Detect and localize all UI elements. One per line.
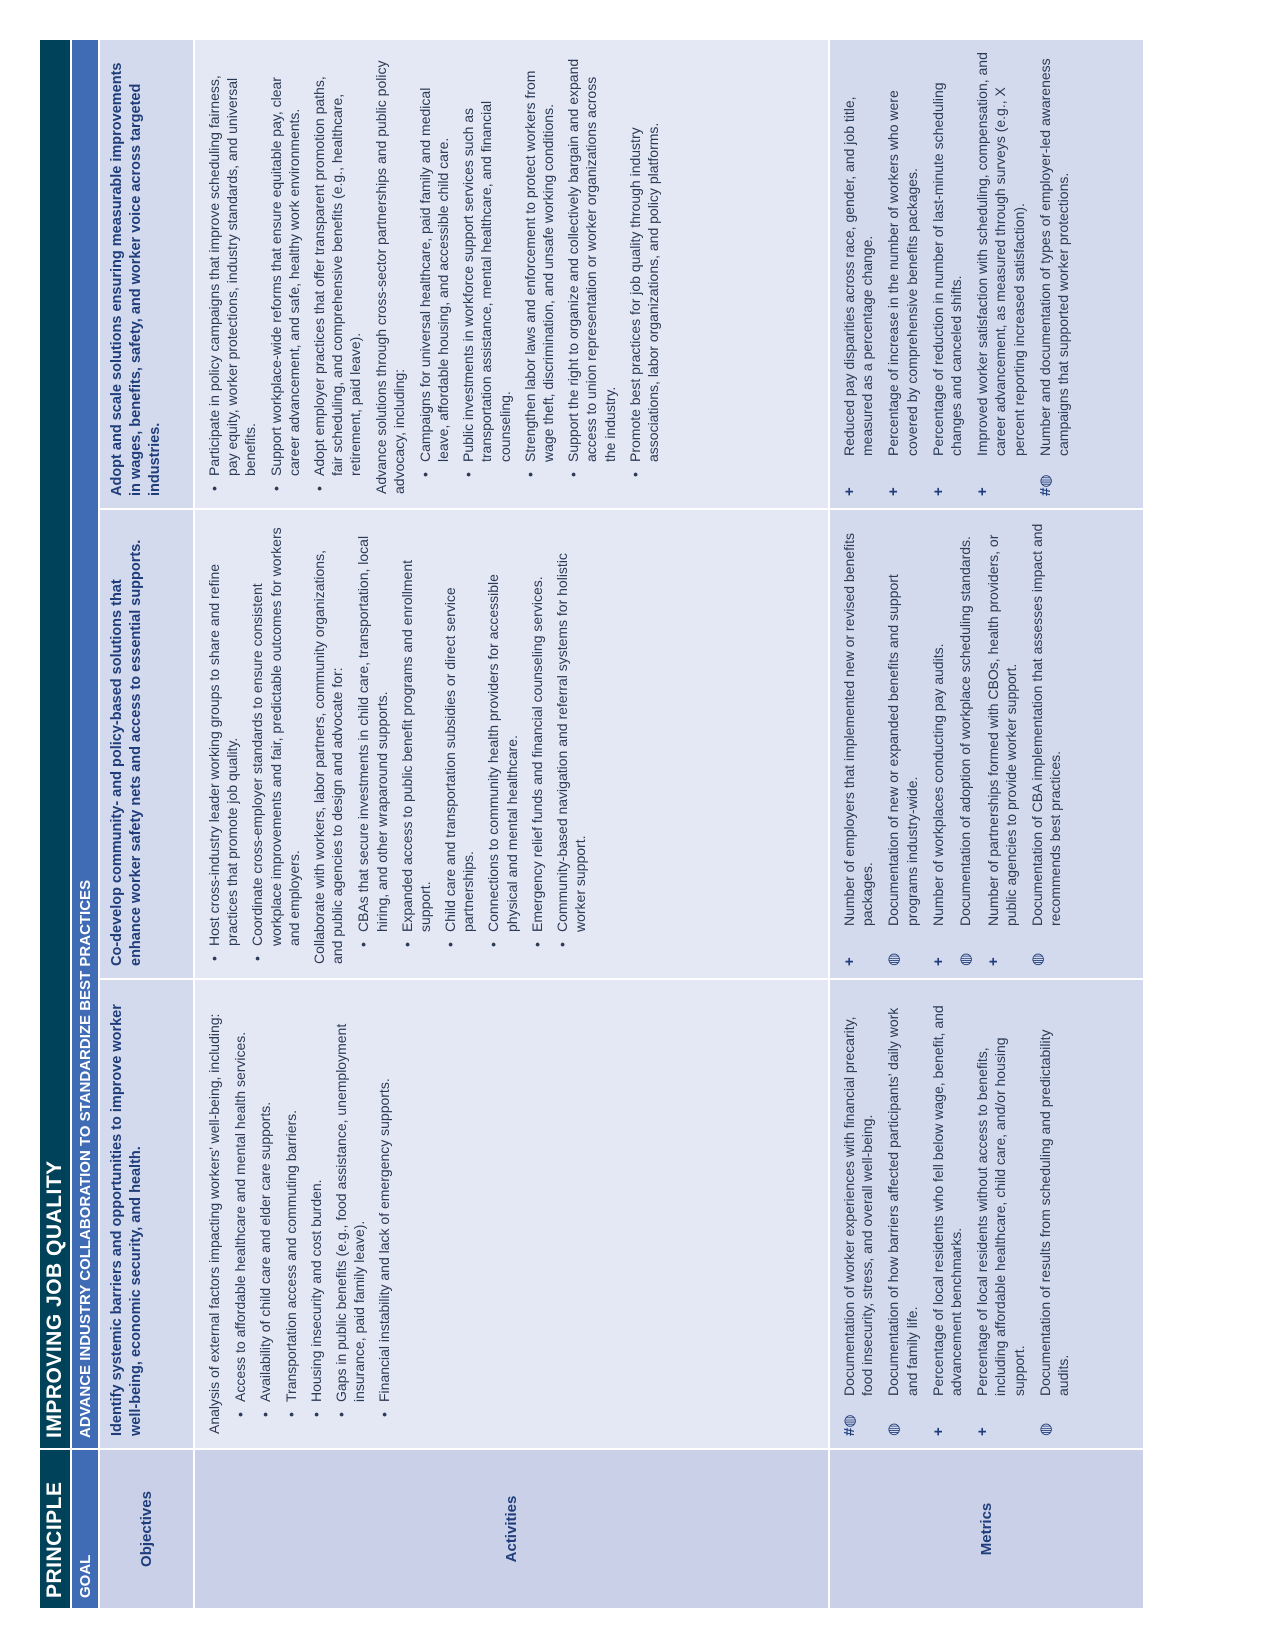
list-item: • Campaigns for universal healthcare, paid family and medical leave, affordable housing, and accessible child care. <box>416 54 452 480</box>
metrics-cell <box>829 509 1144 979</box>
metrics-list <box>840 992 1072 1436</box>
activities-label: Activities <box>194 1449 829 1609</box>
list-item: • CBAs that secure investments in child care, transportation, local hiring, and other wraparound supports. <box>354 524 390 950</box>
activities-cell <box>194 979 829 1449</box>
metric-text: Documentation of CBA implementation that assesses impact and recommends best practices. <box>1029 523 1064 926</box>
metric-item <box>984 522 1020 966</box>
list-item: • Strengthen labor laws and enforcement to protect workers from wage theft, discrimination, and unsafe working conditions. <box>521 54 557 480</box>
objective-text: Adopt and scale solutions ensuring measurable improvements in wages, benefits, safety, and worker voice across targeted industries. <box>109 62 163 496</box>
objective-text: Identify systemic barriers and opportunities to improve worker well-being, economic security, and health. <box>109 1004 144 1436</box>
metric-item <box>1028 522 1064 966</box>
objective-cell <box>99 39 194 509</box>
metric-item <box>1036 52 1072 496</box>
metric-marker-icon: + <box>929 957 947 966</box>
metric-item <box>929 992 965 1436</box>
metric-marker-icon: ◍ <box>957 952 975 966</box>
logic-model-table <box>38 38 1145 1610</box>
metric-item <box>956 522 976 966</box>
list-item: • Public investments in workforce support services such as transportation assistance, mental healthcare, and financial counseling. <box>459 54 514 480</box>
metric-item <box>973 992 1028 1436</box>
objective-text: Co-develop community- and policy-based solutions that enhance worker safety nets and access to essential supports. <box>109 539 144 966</box>
list-item: • Access to affordable healthcare and mental health services. <box>231 994 249 1420</box>
activities-cell <box>194 39 829 509</box>
list-item: • Housing insecurity and cost burden. <box>307 994 325 1420</box>
activities-list <box>205 54 365 494</box>
metric-text: Number of employers that implemented new or revised benefits packages. <box>841 533 876 926</box>
metrics-list <box>840 522 1065 966</box>
list-item: • Transportation access and commuting barriers. <box>282 994 300 1420</box>
metric-text: Percentage of local residents without access to benefits, including affordable healthcare, child care, and/or housing support. <box>974 1037 1027 1396</box>
metric-item <box>840 52 876 496</box>
list-item: • Participate in policy campaigns that improve scheduling fairness, pay equity, worker protections, industry standards, and universal benefits. <box>205 54 260 494</box>
principle-row <box>39 39 71 1609</box>
metric-marker-icon: + <box>841 957 858 966</box>
metric-marker-icon: + <box>984 957 1002 966</box>
list-item: • Connections to community health providers for accessible physical and mental healthcare. <box>484 524 520 950</box>
metric-item <box>929 52 965 496</box>
metric-text: Number of partnerships formed with CBOs, health providers, or public agencies to provide worker support. <box>984 534 1019 926</box>
list-item: • Gaps in public benefits (e.g., food assistance, unemployment insurance, paid family leave). <box>332 994 368 1420</box>
objectives-row <box>99 39 194 1609</box>
metric-marker-icon: + <box>885 487 903 496</box>
metric-text: Percentage of increase in the number of workers who were covered by comprehensive benefits packages. <box>885 90 920 456</box>
metric-marker-icon: + <box>974 1427 992 1436</box>
activities-sublist <box>231 994 393 1434</box>
list-item: • Emergency relief funds and financial counseling services. <box>528 524 546 950</box>
list-item: • Adopt employer practices that offer transparent promotion paths, fair scheduling, and comprehensive benefits (e.g., healthcare, retirement, paid leave). <box>310 54 365 494</box>
list-item: • Child care and transportation subsidies or direct service partnerships. <box>441 524 477 950</box>
metric-marker-icon: ◍ <box>1029 952 1047 966</box>
rotated-page <box>38 40 1143 1610</box>
metric-text: Documentation of adoption of workplace scheduling standards. <box>957 536 974 926</box>
principle-label: PRINCIPLE <box>39 1449 71 1609</box>
metric-text: Documentation of new or expanded benefits and support programs industry-wide. <box>885 574 920 926</box>
list-item: • Promote best practices for job quality through industry associations, labor organizations, and policy platforms. <box>626 54 662 480</box>
metric-item <box>1036 992 1072 1436</box>
goal-row <box>71 39 99 1609</box>
metric-marker-icon: ◍ <box>885 952 903 966</box>
activities-intro: Advance solutions through cross-sector partnerships and public policy advocacy, including: <box>372 60 407 494</box>
metrics-label: Metrics <box>829 1449 1144 1609</box>
list-item: • Support the right to organize and collectively bargain and expand access to union representation or worker organizations across the industry. <box>564 54 619 480</box>
metric-text: Reduced pay disparities across race, gender, and job title, measured as a percentage change. <box>841 96 876 456</box>
activities-sublist <box>354 524 589 964</box>
goal-title: ADVANCE INDUSTRY COLLABORATION TO STANDARDIZE BEST PRACTICES <box>71 39 99 1449</box>
list-item: • Community-based navigation and referral systems for holistic worker support. <box>553 524 589 950</box>
metric-text: Number and documentation of types of employer-led awareness campaigns that supported worker protections. <box>1036 58 1071 456</box>
objective-cell <box>99 979 194 1449</box>
list-item: • Coordinate cross-employer standards to ensure consistent workplace improvements and fair, predictable outcomes for workers and employers. <box>248 524 303 964</box>
activities-intro: Collaborate with workers, labor partners, community organizations, and public agencies to design and advocate for: <box>310 550 346 964</box>
activities-list <box>205 524 303 964</box>
metric-item <box>840 522 876 966</box>
metrics-cell <box>829 39 1144 509</box>
metric-item <box>840 992 876 1436</box>
metric-item <box>884 52 920 496</box>
metric-item <box>929 522 949 966</box>
metric-item <box>884 992 920 1436</box>
list-item: • Financial instability and lack of emergency supports. <box>375 994 393 1420</box>
metric-text: Documentation of worker experiences with financial precarity, food insecurity, stress, and overall well-being. <box>841 1016 876 1396</box>
metric-text: Percentage of local residents who fell below wage, benefit, and advancement benchmarks. <box>929 1005 964 1396</box>
metric-text: Improved worker satisfaction with scheduling, compensation, and career advancement, as measured through surveys (e.g., X percent reporting increased satisfaction). <box>974 52 1027 456</box>
metric-marker-icon: #◍ <box>841 1414 858 1436</box>
principle-title: IMPROVING JOB QUALITY <box>39 39 71 1449</box>
metrics-list <box>840 52 1072 496</box>
metric-marker-icon: + <box>929 487 947 496</box>
metric-marker-icon: ◍ <box>1036 1422 1054 1436</box>
metric-marker-icon: ◍ <box>885 1422 903 1436</box>
activities-intro: Analysis of external factors impacting workers’ well-being, including: <box>206 1013 222 1434</box>
metrics-row <box>829 39 1144 1609</box>
metric-item <box>973 52 1028 496</box>
metric-marker-icon: + <box>929 1427 947 1436</box>
metric-marker-icon: + <box>974 487 992 496</box>
metric-text: Percentage of reduction in number of last-minute scheduling changes and canceled shifts. <box>929 82 964 456</box>
activities-cell <box>194 509 829 979</box>
metrics-cell <box>829 979 1144 1449</box>
metric-marker-icon: #◍ <box>1036 474 1054 496</box>
list-item: • Expanded access to public benefit programs and enrollment support. <box>398 524 434 950</box>
activities-sublist <box>416 54 662 494</box>
objectives-label: Objectives <box>99 1449 194 1609</box>
activities-row <box>194 39 829 1609</box>
list-item: • Availability of child care and elder care supports. <box>256 994 274 1420</box>
metric-text: Documentation of how barriers affected participants’ daily work and family life. <box>885 1007 920 1396</box>
metric-item <box>884 522 920 966</box>
goal-label: GOAL <box>71 1449 99 1609</box>
metric-text: Number of workplaces conducting pay audits. <box>929 643 946 926</box>
list-item: • Support workplace-wide reforms that ensure equitable pay, clear career advancement, and safe, healthy work environments. <box>267 54 303 494</box>
metric-marker-icon: + <box>841 487 858 496</box>
metric-text: Documentation of results from scheduling and predictability audits. <box>1036 1029 1071 1396</box>
objective-cell <box>99 509 194 979</box>
list-item: • Host cross-industry leader working groups to share and refine practices that promote job quality. <box>205 524 241 964</box>
